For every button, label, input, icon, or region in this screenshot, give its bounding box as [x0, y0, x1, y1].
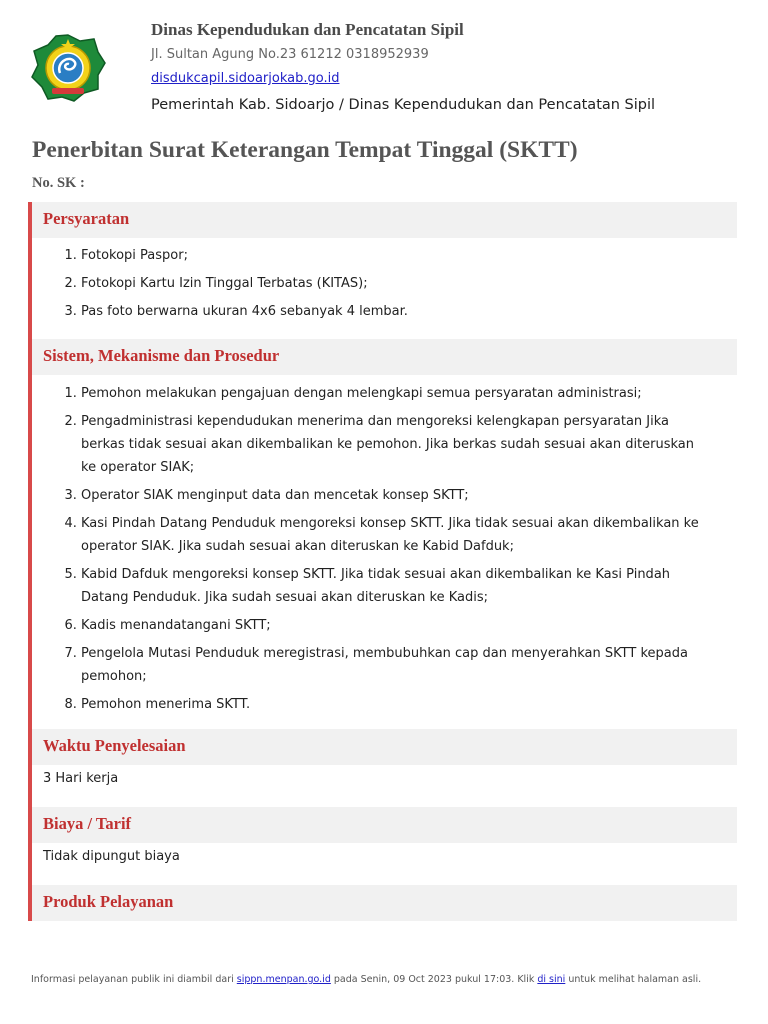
org-address: Jl. Sultan Agung No.23 61212 0318952939 — [151, 47, 429, 62]
service-content — [28, 202, 737, 921]
list-item: 2. Fotokopi Kartu Izin Tinggal Terbatas (KITAS); — [81, 272, 713, 295]
sk-number-label: No. SK : — [32, 175, 85, 191]
list-item: 5. Kabid Dafduk mengoreksi konsep SKTT. Jika tidak sesuai akan dikembalikan ke Kasi Pindah Datang Penduduk. Jika sudah sesuai akan diteruskan ke Kadis; — [81, 563, 713, 609]
section-title: Waktu Penyelesaian — [43, 736, 186, 755]
section-title: Persyaratan — [43, 209, 130, 228]
section-header-produk — [32, 885, 737, 921]
list-item: 7. Pengelola Mutasi Penduduk meregistrasi, membubuhkan cap dan menyerahkan SKTT kepada pemohon; — [81, 642, 713, 688]
list-item: 4. Kasi Pindah Datang Penduduk mengoreksi konsep SKTT. Jika tidak sesuai akan dikembalikan ke operator SIAK. Jika sudah sesuai akan diteruskan ke Kabid Dafduk; — [81, 512, 713, 558]
list-item: 1. Fotokopi Paspor; — [81, 244, 713, 267]
original-page-link[interactable]: di sini — [537, 974, 566, 985]
footer-suffix: untuk melihat halaman asli. — [568, 974, 702, 985]
requirements-list — [43, 244, 713, 328]
section-title: Sistem, Mekanisme dan Prosedur — [43, 346, 280, 365]
section-title: Produk Pelayanan — [43, 892, 174, 911]
list-item: 3. Operator SIAK menginput data dan mencetak konsep SKTT; — [81, 484, 713, 507]
procedure-list — [43, 382, 713, 721]
section-header-biaya — [32, 807, 737, 843]
list-item: 3. Pas foto berwarna ukuran 4x6 sebanyak 4 lembar. — [81, 300, 713, 323]
footer-middle: pada Senin, 09 Oct 2023 pukul 17:03. Klik — [333, 974, 535, 985]
source-link[interactable]: sippn.menpan.go.id — [236, 974, 331, 985]
fee-text: Tidak dipungut biaya — [43, 849, 180, 864]
list-item: 8. Pemohon menerima SKTT. — [81, 693, 713, 716]
section-header-prosedur — [32, 339, 737, 375]
list-item: 1. Pemohon melakukan pengajuan dengan melengkapi semua persyaratan administrasi; — [81, 382, 713, 405]
header — [0, 0, 768, 130]
org-name: Dinas Kependudukan dan Pencatatan Sipil — [151, 20, 464, 39]
section-header-waktu — [32, 729, 737, 765]
completion-time: 3 Hari kerja — [43, 771, 119, 786]
page-title: Penerbitan Surat Keterangan Tempat Tinggal (SKTT) — [32, 137, 578, 163]
section-header-persyaratan — [32, 202, 737, 238]
list-item: 2. Pengadministrasi kependudukan menerima dan mengoreksi kelengkapan persyaratan Jika berkas tidak sesuai akan dikembalikan ke pemohon. Jika berkas sudah sesuai akan diteruskan ke operator SIAK; — [81, 410, 713, 479]
list-item: 6. Kadis menandatangani SKTT; — [81, 614, 713, 637]
footer-prefix: Informasi pelayanan publik ini diambil dari — [31, 974, 234, 985]
org-website-link[interactable]: disdukcapil.sidoarjokab.go.id — [151, 71, 340, 86]
footer-note — [31, 974, 701, 985]
sidoarjo-emblem-icon — [30, 33, 106, 103]
section-title: Biaya / Tarif — [43, 814, 132, 833]
breadcrumb: Pemerintah Kab. Sidoarjo / Dinas Kependudukan dan Pencatatan Sipil — [151, 97, 656, 113]
